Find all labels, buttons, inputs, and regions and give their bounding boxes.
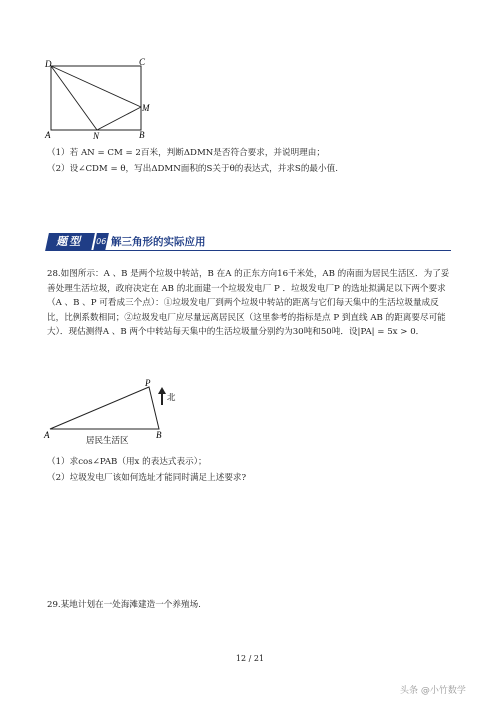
q28-part1: （1）求cos∠PAB（用x 的表达式表示）；: [47, 457, 207, 467]
north-label: 北: [167, 392, 176, 402]
label-D: D: [45, 59, 52, 69]
triangle-figure: [40, 378, 180, 448]
q28-text: [47, 267, 449, 340]
q28-part2: （2）垃圾发电厂该如何选址才能同时满足上述要求?: [47, 473, 247, 483]
q28-line: 大）．现估测得A 、B 两个中转站每天集中的生活垃圾量分别约为30吨和50吨．设|PA| = 5x > 0．: [47, 327, 425, 337]
label-P: P: [145, 378, 151, 388]
page-number: 12 / 21: [235, 654, 265, 663]
section-tag: 题型: [45, 233, 95, 251]
q27-part2: （2）设∠CDM = θ，写出ΔDMN面积的S关于θ的表达式，并求S的最小值.: [47, 164, 338, 174]
north-arrow-icon: [158, 387, 166, 405]
q28-line: 28.如图所示：A 、B 是两个垃圾中转站，B 在A 的正东方向16千米处，AB 的南面为居民生活区．为了妥: [47, 269, 450, 279]
section-rule: [47, 250, 451, 251]
label-A: A: [45, 130, 51, 140]
section-number: 06: [93, 233, 109, 251]
q28-line: 比，比例系数相同；②垃圾发电厂应尽量远离居民区（这里参考的指标是点 P 到直线 AB 的距离要尽可能: [47, 312, 446, 323]
label-N: N: [93, 131, 100, 141]
label-A: A: [44, 430, 50, 440]
label-B: B: [156, 430, 162, 440]
q28-line: （A 、B 、P 可看成三个点）：①垃圾发电厂到两个垃圾中转站的距离与它们每天集中的生活垃圾量成反: [47, 298, 439, 308]
section-banner: [47, 233, 451, 251]
q27-part1: （1）若 AN = CM = 2百米，判断ΔDMN是否符合要求，并说明理由；: [47, 148, 325, 158]
watermark: 头条 @小竹数学: [400, 686, 466, 696]
region-label: 居民生活区: [86, 435, 129, 445]
rectangle-figure: [38, 55, 158, 147]
section-title: 解三角形的实际应用: [111, 236, 206, 248]
label-M: M: [142, 103, 150, 113]
label-C: C: [139, 57, 146, 67]
label-B: B: [139, 130, 145, 140]
q29-text: 29.某地计划在一处海滩建造一个养殖场.: [47, 600, 201, 610]
q28-line: 善处理生活垃圾，政府决定在 AB 的北面建一个垃圾发电厂 P ．垃圾发电厂P 的选址拟满足以下两个要求: [47, 283, 446, 294]
